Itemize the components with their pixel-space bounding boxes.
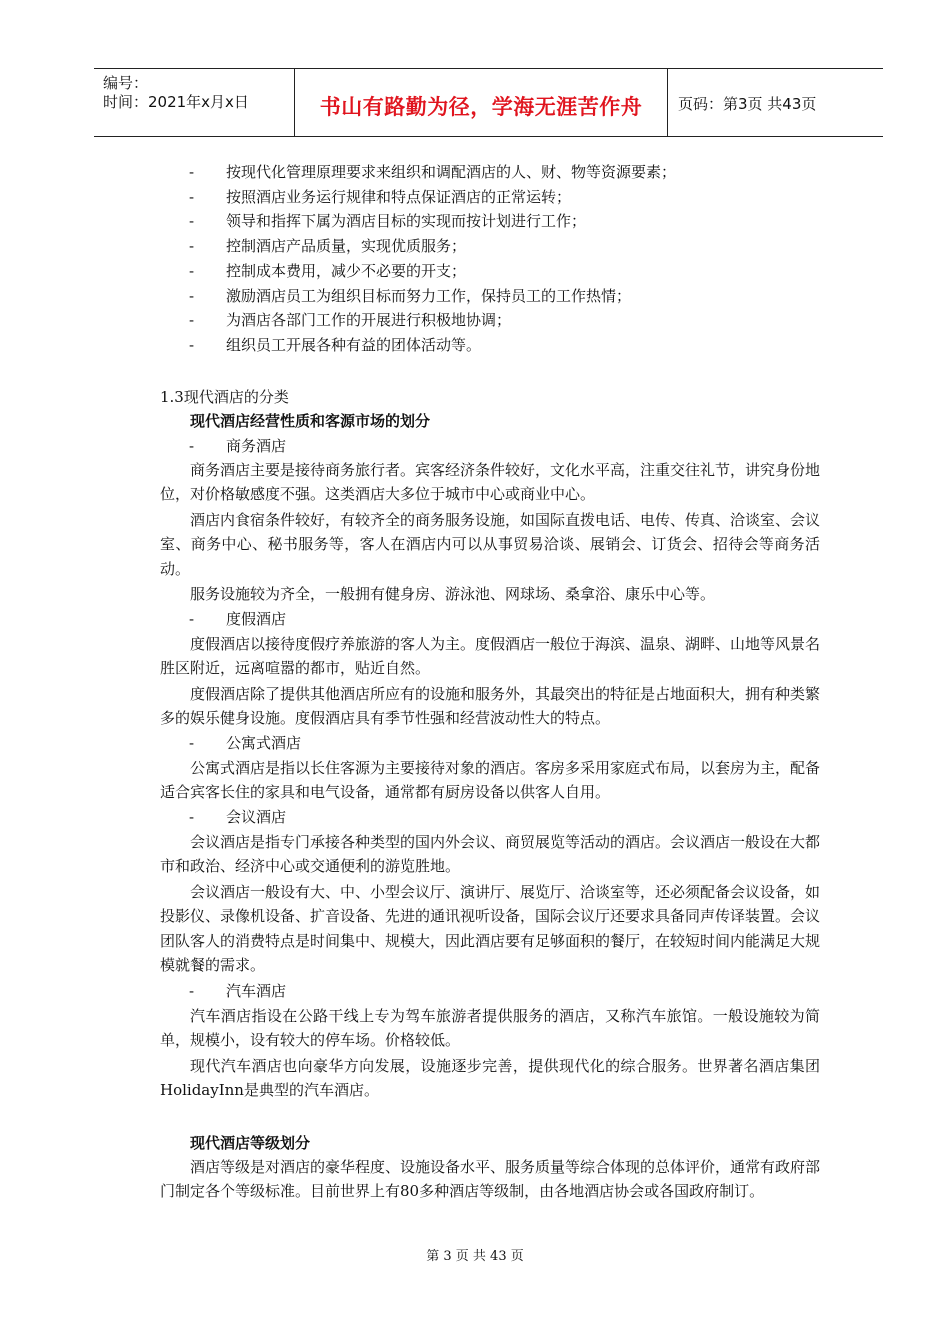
time-label: 时间：2021年x月x日: [103, 93, 249, 111]
list-item: 组织员工开展各种有益的团体活动等。: [226, 336, 482, 354]
paragraph: 会议酒店是指专门承接各种类型的国内外会议、商贸展览等活动的酒店。会议酒店一般设在大都市和政治、经济中心或交通便利的游览胜地。: [160, 833, 821, 876]
paragraph: 现代汽车酒店也向豪华方向发展，设施逐步完善，提供现代化的综合服务。世界著名酒店集团HolidayInn是典型的汽车酒店。: [160, 1057, 820, 1100]
list-item: 激励酒店员工为组织目标而努力工作，保持员工的工作热情；: [226, 287, 632, 305]
paragraph: 服务设施较为齐全，一般拥有健身房、游泳池、网球场、桑拿浴、康乐中心等。: [190, 585, 716, 603]
hotel-type-title: 会议酒店: [226, 808, 287, 826]
code-label: 编号：: [103, 74, 149, 92]
hotel-type-title: 汽车酒店: [226, 982, 287, 1000]
paragraph: 酒店等级是对酒店的豪华程度、设施设备水平、服务质量等综合体现的总体评价，通常有政府部门制定各个等级标准。目前世界上有80多种酒店等级制，由各地酒店协会或各国政府制订。: [160, 1158, 821, 1201]
header-meta-cell: [94, 69, 295, 136]
list-item: 控制酒店产品质量，实现优质服务；: [226, 237, 467, 255]
bullet-dash: -: [189, 610, 195, 628]
section-heading: 1.3现代酒店的分类: [160, 388, 289, 406]
paragraph: 公寓式酒店是指以长住客源为主要接待对象的酒店。客房多采用家庭式布局，以套房为主，配备适合宾客长住的家具和电气设备，通常都有厨房设备以供客人自用。: [160, 759, 821, 802]
bullet-dash: -: [189, 734, 195, 752]
paragraph: 汽车酒店指设在公路干线上专为驾车旅游者提供服务的酒店，又称汽车旅馆。一般设施较为简单，规模小，设有较大的停车场。价格较低。: [160, 1007, 820, 1050]
bullet-dash: -: [189, 212, 195, 230]
list-item: 控制成本费用，减少不必要的开支；: [226, 262, 467, 280]
list-item: 领导和指挥下属为酒店目标的实现而按计划进行工作；: [226, 212, 587, 230]
paragraph: 商务酒店主要是接待商务旅行者。宾客经济条件较好，文化水平高，注重交往礼节，讲究身份地位，对价格敏感度不强。这类酒店大多位于城市中心或商业中心。: [160, 461, 821, 504]
bullet-dash: -: [189, 237, 195, 255]
paragraph: 度假酒店除了提供其他酒店所应有的设施和服务外，其最突出的特征是占地面积大，拥有种类繁多的娱乐健身设施。度假酒店具有季节性强和经营波动性大的特点。: [160, 685, 821, 728]
footer-page-number: 第 3 页 共 43 页: [426, 1249, 524, 1264]
page-header: [94, 68, 883, 137]
bullet-dash: -: [189, 262, 195, 280]
paragraph: 会议酒店一般设有大、中、小型会议厅、演讲厅、展览厅、洽谈室等，还必须配备会议设备，如投影仪、录像机设备、扩音设备、先进的通讯视听设备，国际会议厅还要求具备同声传译装置。会议团队客人的消费特点是时间集中、规模大，因此酒店要有足够面积的餐厅，在较短时间内能满足大规模就餐的需求。: [160, 883, 821, 975]
bullet-dash: -: [189, 437, 195, 455]
header-motto-cell: [295, 69, 668, 136]
list-item: 按照酒店业务运行规律和特点保证酒店的正常运转；: [226, 188, 572, 206]
hotel-type-title: 商务酒店: [226, 437, 287, 455]
header-page-number: 页码：第3页 共43页: [678, 95, 817, 113]
header-motto: 书山有路勤为径，学海无涯苦作舟: [319, 95, 643, 119]
paragraph: 度假酒店以接待度假疗养旅游的客人为主。度假酒店一般位于海滨、温泉、湖畔、山地等风景名胜区附近，远离喧嚣的都市，贴近自然。: [160, 635, 821, 678]
subheading-grading: 现代酒店等级划分: [190, 1134, 311, 1152]
bullet-dash: -: [189, 336, 195, 354]
page-footer: [0, 1245, 950, 1264]
list-item: 为酒店各部门工作的开展进行积极地协调；: [226, 311, 512, 329]
subheading-classification: 现代酒店经营性质和客源市场的划分: [190, 412, 431, 430]
hotel-type-title: 度假酒店: [226, 610, 287, 628]
bullet-dash: -: [189, 982, 195, 1000]
bullet-dash: -: [189, 163, 195, 181]
bullet-dash: -: [189, 311, 195, 329]
header-page-cell: [668, 69, 883, 136]
bullet-dash: -: [189, 287, 195, 305]
paragraph: 酒店内食宿条件较好，有较齐全的商务服务设施，如国际直拨电话、电传、传真、洽谈室、会议室、商务中心、秘书服务等，客人在酒店内可以从事贸易洽谈、展销会、订货会、招待会等商务活动。: [160, 511, 821, 578]
bullet-dash: -: [189, 188, 195, 206]
bullet-dash: -: [189, 808, 195, 826]
hotel-type-title: 公寓式酒店: [226, 734, 302, 752]
list-item: 按现代化管理原理要求来组织和调配酒店的人、财、物等资源要素；: [226, 163, 677, 181]
